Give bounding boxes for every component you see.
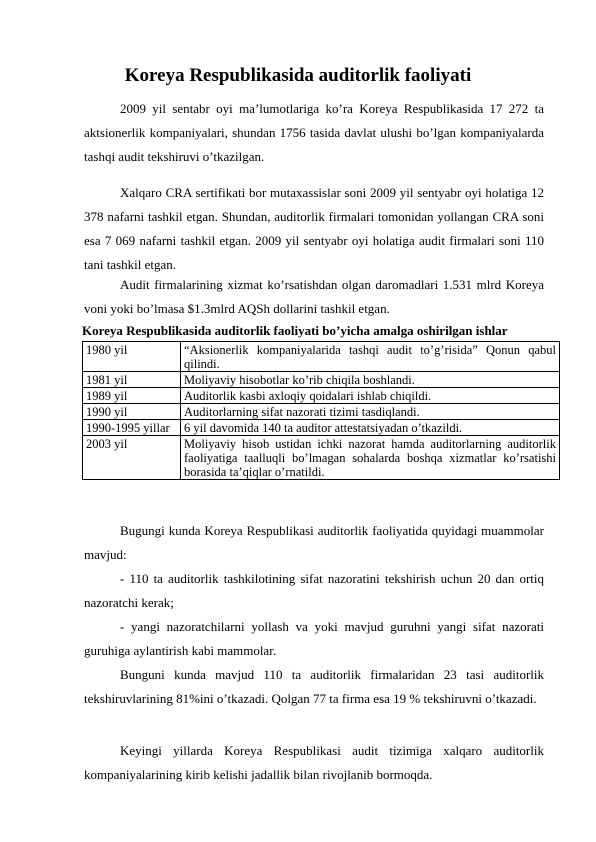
paragraph-cra: Xalqaro CRA sertifikati bor mutaxassislar soni 2009 yil sentyabr oyi holatiga 12 378 nafarni tashkil etgan. Shundan, auditorlik firmalari tomonidan yollangan CRA soni esa 7 069 nafarni tashkil etgan. 2009 yil sentyabr oyi holatiga audit firmalari soni 110 tani tashkil etgan. [84,185,544,272]
table-cell-event: Auditorlarning sifat nazorati tizimi tasdiqlandi. [181,404,560,420]
table-cell-year: 1980 yil [83,342,181,372]
table-row [83,404,560,420]
table-row [83,388,560,404]
table-row [83,342,560,372]
table-cell-event: Moliyaviy hisobotlar ko’rib chiqila boshlandi. [181,372,560,388]
paragraph-revenue: Audit firmalarining xizmat ko’rsatishdan olgan daromadlari 1.531 mlrd Koreya voni yoki bo’lmasa $1.3mlrd AQSh dollarini tashkil etgan. [84,277,544,316]
paragraph-firms-share: Bunguni kunda mavjud 110 ta auditorlik firmalaridan 23 tasi auditorlik tekshiruvlarining 81%ini o’tkazadi. Qolgan 77 ta firma esa 19 % tekshiruvni o’tkazadi. [84,667,544,706]
events-table [82,341,560,480]
table-cell-event: Auditorlik kasbi axloqiy qoidalari ishlab chiqildi. [181,388,560,404]
table-row [83,420,560,436]
list-item-problem-1: - 110 ta auditorlik tashkilotining sifat nazoratini tekshirish uchun 20 dan ortiq nazoratchi kerak; [84,571,544,610]
table-row [83,372,560,388]
list-item-problem-2: - yangi nazoratchilarni yollash va yoki mavjud guruhni yangi sifat nazorati guruhiga aylantirish kabi mammolar. [84,619,544,658]
table-cell-year: 2003 yil [83,436,181,480]
paragraph-problems: Bugungi kunda Koreya Respublikasi auditorlik faoliyatida quyidagi muammolar mavjud: [84,523,544,562]
table-cell-year: 1990-1995 yillar [83,420,181,436]
table-caption: Koreya Respublikasida auditorlik faoliyati bo’yicha amalga oshirilgan ishlar [82,323,508,338]
table-row [83,436,560,480]
table-cell-event: “Aksionerlik kompaniyalarida tashqi audit to’g’risida” Qonun qabul qilindi. [181,342,560,372]
table-cell-year: 1989 yil [83,388,181,404]
table-cell-year: 1981 yil [83,372,181,388]
paragraph-stats: 2009 yil sentabr oyi ma’lumotlariga ko’ra Koreya Respublikasida 17 272 ta aktsionerlik kompaniyalari, shundan 1756 tasida davlat ulushi bo’lgan kompaniyalarda tashqi audit tekshiruvi o’tkazilgan. [84,101,544,164]
table-cell-year: 1990 yil [83,404,181,420]
paragraph-outlook: Keyingi yillarda Koreya Respublikasi audit tizimiga xalqaro auditorlik kompaniyalarining kirib kelishi jadallik bilan rivojlanib bormoqda. [84,743,544,782]
table-cell-event: Moliyaviy hisob ustidan ichki nazorat hamda auditorlarning auditorlik faoliyatiga taalluqli bo’lmagan sohalarda boshqa xizmatlar ko’rsatishi borasida ta’qiqlar o’rnatildi. [181,436,560,480]
page-title: Koreya Respublikasida auditorlik faoliyati [124,65,472,86]
table-cell-event: 6 yil davomida 140 ta auditor attestatsiyadan o’tkazildi. [181,420,560,436]
